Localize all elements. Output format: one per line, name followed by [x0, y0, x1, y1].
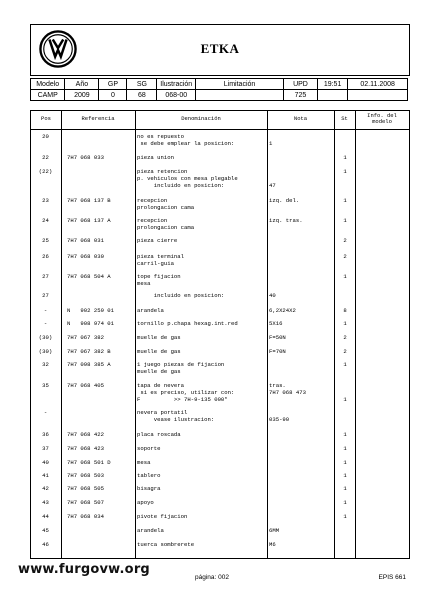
cell-den: pieza retencion p. vehiculos con mesa plegable incluido en posicion:: [137, 168, 238, 189]
cell-st: 2: [343, 253, 347, 260]
parts-table: [30, 110, 410, 559]
cell-pos: (30): [38, 334, 53, 341]
cell-den: pieza cierre: [137, 237, 178, 244]
cell-ref: 7H7 068 507: [67, 499, 104, 506]
cell-nota: 1: [269, 140, 273, 147]
header-divider: [31, 129, 409, 130]
cell-den: bisagra: [137, 485, 161, 492]
cell-nota: 47: [269, 182, 276, 189]
cell-nota: 6MM: [269, 527, 280, 534]
meta-value: 0: [99, 90, 127, 101]
document-header: [30, 24, 410, 76]
cell-den: nevera portatil vease ilustracion:: [137, 409, 215, 423]
cell-ref: 7H7 068 033: [67, 154, 104, 161]
meta-label: SG: [127, 79, 157, 90]
cell-pos: 40: [42, 459, 49, 466]
cell-pos: 24: [42, 217, 49, 224]
cell-st: 1: [343, 217, 347, 224]
cell-pos: -: [43, 307, 48, 314]
cell-den: apoyo: [137, 499, 154, 506]
cell-pos: 44: [42, 513, 49, 520]
cell-ref: 7H7 068 501 D: [67, 459, 111, 466]
col-header-nota: Nota: [293, 115, 308, 122]
cell-nota: 6,2X24X2: [269, 307, 296, 314]
cell-st: 1: [343, 431, 347, 438]
cell-st: 1: [343, 513, 347, 520]
cell-pos: 20: [42, 133, 49, 140]
cell-ref: N 902 259 01: [67, 307, 114, 314]
meta-value: 68: [127, 90, 157, 101]
cell-st: 1: [343, 485, 347, 492]
cell-den: pieza union: [137, 154, 174, 161]
column-divider: [267, 111, 268, 558]
cell-pos: -: [43, 320, 48, 327]
cell-nota: 40: [269, 292, 276, 299]
meta-label: Modelo: [31, 79, 65, 90]
col-header-st: St: [341, 115, 348, 122]
cell-ref: 7H7 068 505: [67, 485, 104, 492]
cell-ref: 7H7 067 382: [67, 334, 104, 341]
cell-den: mesa: [137, 459, 151, 466]
meta-label: Limitación: [196, 79, 284, 90]
cell-st: 1: [343, 445, 347, 452]
document-title: ETKA: [200, 41, 240, 56]
meta-value: 068-00: [157, 90, 196, 101]
meta-label: Año: [65, 79, 99, 90]
cell-pos: 42: [42, 485, 49, 492]
cell-pos: 32: [42, 361, 49, 368]
cell-ref: 7H7 068 034: [67, 513, 104, 520]
cell-nota: izq. tras.: [269, 217, 303, 224]
cell-den: recepcion prolongacion cama: [137, 217, 195, 231]
col-header-info: Info. del modelo: [367, 112, 397, 125]
cell-den: muelle de gas: [137, 334, 181, 341]
cell-den: no es repuesto se debe emplear la posicion:: [137, 133, 235, 147]
cell-ref: 7H7 068 031: [67, 237, 104, 244]
cell-pos: 45: [42, 527, 49, 534]
page-number: página: 002: [195, 574, 229, 581]
cell-ref: 7H7 068 137 B: [67, 197, 111, 204]
cell-pos: (22): [38, 168, 53, 175]
cell-st: 1: [343, 499, 347, 506]
cell-den: tuerca sombrerete: [137, 541, 195, 548]
cell-pos: 26: [42, 253, 49, 260]
cell-den: soporte: [137, 445, 161, 452]
cell-den: 1 juego piezas de fijacion muelle de gas: [137, 361, 225, 375]
cell-nota: tras. 7H7 068 473: [269, 382, 306, 396]
cell-den: tope fijacion mesa: [137, 273, 181, 287]
cell-pos: 43: [42, 499, 49, 506]
watermark-text: www.furgovw.org: [18, 562, 150, 577]
column-divider: [135, 111, 136, 558]
cell-pos: 25: [42, 237, 49, 244]
meta-value: [317, 90, 347, 101]
epis-number: EPIS 661: [378, 574, 406, 581]
cell-den: muelle de gas: [137, 348, 181, 355]
cell-nota: 035-90: [269, 416, 290, 423]
cell-st: 1: [343, 396, 347, 403]
cell-st: 1: [343, 472, 347, 479]
cell-pos: 27: [42, 292, 49, 299]
cell-pos: 35: [42, 382, 49, 389]
cell-den: pivote fijacion: [137, 513, 188, 520]
col-header-pos: Pos: [41, 115, 51, 122]
meta-label: GP: [99, 79, 127, 90]
col-header-den: Denominación: [181, 115, 221, 122]
cell-pos: 23: [42, 197, 49, 204]
meta-value: CAMP: [31, 90, 65, 101]
cell-ref: N 908 974 01: [67, 320, 114, 327]
cell-ref: 7H7 068 503: [67, 472, 104, 479]
meta-time: 19:51: [317, 79, 347, 90]
meta-date: 02.11.2008: [348, 79, 408, 90]
column-divider: [355, 111, 356, 558]
cell-nota: F=50N: [269, 334, 286, 341]
cell-den: placa roscada: [137, 431, 181, 438]
cell-ref: 7H7 068 422: [67, 431, 104, 438]
cell-nota: M6: [269, 541, 276, 548]
cell-den: tapa de nevera si es preciso, utilizar con: F >> 7H-9-135 000*: [137, 382, 235, 403]
cell-pos: (30): [38, 348, 53, 355]
meta-label: UPD: [283, 79, 317, 90]
cell-nota: izq. del.: [269, 197, 300, 204]
cell-ref: 7H7 068 137 A: [67, 217, 111, 224]
meta-table: [30, 78, 408, 101]
meta-value: [196, 90, 284, 101]
cell-ref: 7H7 068 405: [67, 382, 104, 389]
cell-den: arandela: [137, 527, 164, 534]
cell-pos: 41: [42, 472, 49, 479]
cell-st: 2: [343, 237, 347, 244]
cell-st: 1: [343, 168, 347, 175]
cell-ref: 7H7 098 385 A: [67, 361, 111, 368]
cell-ref: 7H7 068 423: [67, 445, 104, 452]
meta-value: 725: [283, 90, 317, 101]
cell-den: incluido en posicion:: [137, 292, 225, 299]
cell-pos: 27: [42, 273, 49, 280]
cell-ref: 7H7 067 382 B: [67, 348, 111, 355]
meta-value: [348, 90, 408, 101]
cell-nota: F=70N: [269, 348, 286, 355]
cell-st: 1: [343, 320, 347, 327]
cell-den: arandela: [137, 307, 164, 314]
column-divider: [334, 111, 335, 558]
cell-den: recepcion prolongacion cama: [137, 197, 195, 211]
cell-den: tablero: [137, 472, 161, 479]
cell-ref: 7H7 068 504 A: [67, 273, 111, 280]
cell-pos: 36: [42, 431, 49, 438]
cell-ref: 7H7 068 030: [67, 253, 104, 260]
cell-st: 1: [343, 273, 347, 280]
col-header-ref: Referencia: [81, 115, 115, 122]
column-divider: [61, 111, 62, 558]
cell-den: pieza terminal carril-guia: [137, 253, 184, 267]
cell-pos: 22: [42, 154, 49, 161]
cell-st: 1: [343, 154, 347, 161]
cell-den: tornillo p.chapa hexag.int.red: [137, 320, 238, 327]
meta-value: 2009: [65, 90, 99, 101]
cell-st: 2: [343, 348, 347, 355]
meta-label: Ilustración: [157, 79, 196, 90]
cell-pos: -: [43, 409, 48, 416]
cell-st: 2: [343, 334, 347, 341]
cell-st: 1: [343, 459, 347, 466]
cell-st: 8: [343, 307, 347, 314]
cell-nota: 5X16: [269, 320, 283, 327]
cell-pos: 37: [42, 445, 49, 452]
cell-st: 1: [343, 197, 347, 204]
cell-st: 1: [343, 361, 347, 368]
cell-pos: 46: [42, 541, 49, 548]
